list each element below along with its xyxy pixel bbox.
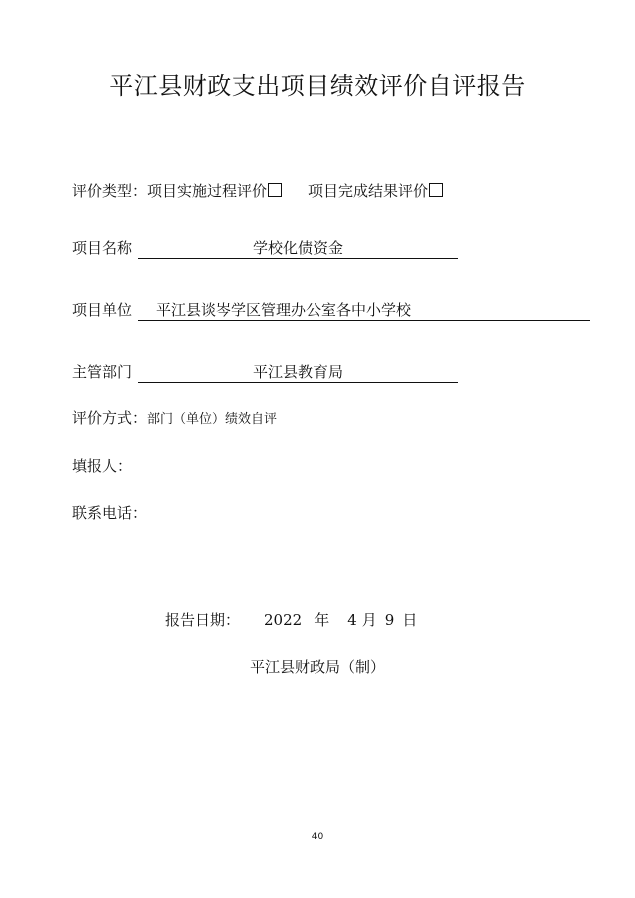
- report-date-day: 9: [384, 611, 395, 629]
- report-date-month-unit: 月: [361, 611, 377, 629]
- project-unit-value: 平江县谈岑学区管理办公室各中小学校: [156, 301, 412, 319]
- report-date-label: 报告日期：: [165, 611, 241, 629]
- evaluation-method-label: 评价方式：: [72, 409, 148, 427]
- evaluation-method-value: 部门（单位）绩效自评: [147, 412, 278, 427]
- supervisor-label: 主管部门: [72, 363, 133, 381]
- project-name-value: 学校化债资金: [252, 239, 343, 257]
- checkbox-process[interactable]: [268, 183, 282, 197]
- evaluation-method-row: [72, 408, 277, 430]
- page-title: 平江县财政支出项目绩效评价自评报告: [109, 72, 526, 100]
- report-date-year-unit: 年: [314, 611, 330, 629]
- project-unit-label: 项目单位: [72, 301, 133, 319]
- page-number: 40: [311, 832, 324, 842]
- evaluation-type-option-result: 项目完成结果评价: [308, 182, 429, 200]
- evaluation-type-row: [72, 181, 443, 201]
- evaluation-type-label: 评价类型：: [72, 182, 148, 200]
- supervisor-value: 平江县教育局: [252, 363, 343, 381]
- report-date-year: 2022: [264, 611, 303, 629]
- project-unit-field: [138, 300, 590, 321]
- checkbox-result[interactable]: [429, 183, 443, 197]
- issuer: 平江县财政局（制）: [249, 658, 385, 676]
- project-name-field: [138, 238, 458, 259]
- evaluation-type-option-process: 项目实施过程评价: [147, 182, 268, 200]
- filler-label: 填报人：: [72, 457, 133, 475]
- phone-label: 联系电话：: [72, 504, 148, 522]
- supervisor-field: [138, 362, 458, 383]
- report-date-day-unit: 日: [402, 611, 418, 629]
- report-date-row: [165, 610, 417, 630]
- project-name-label: 项目名称: [72, 239, 133, 257]
- report-date-month: 4: [347, 611, 357, 629]
